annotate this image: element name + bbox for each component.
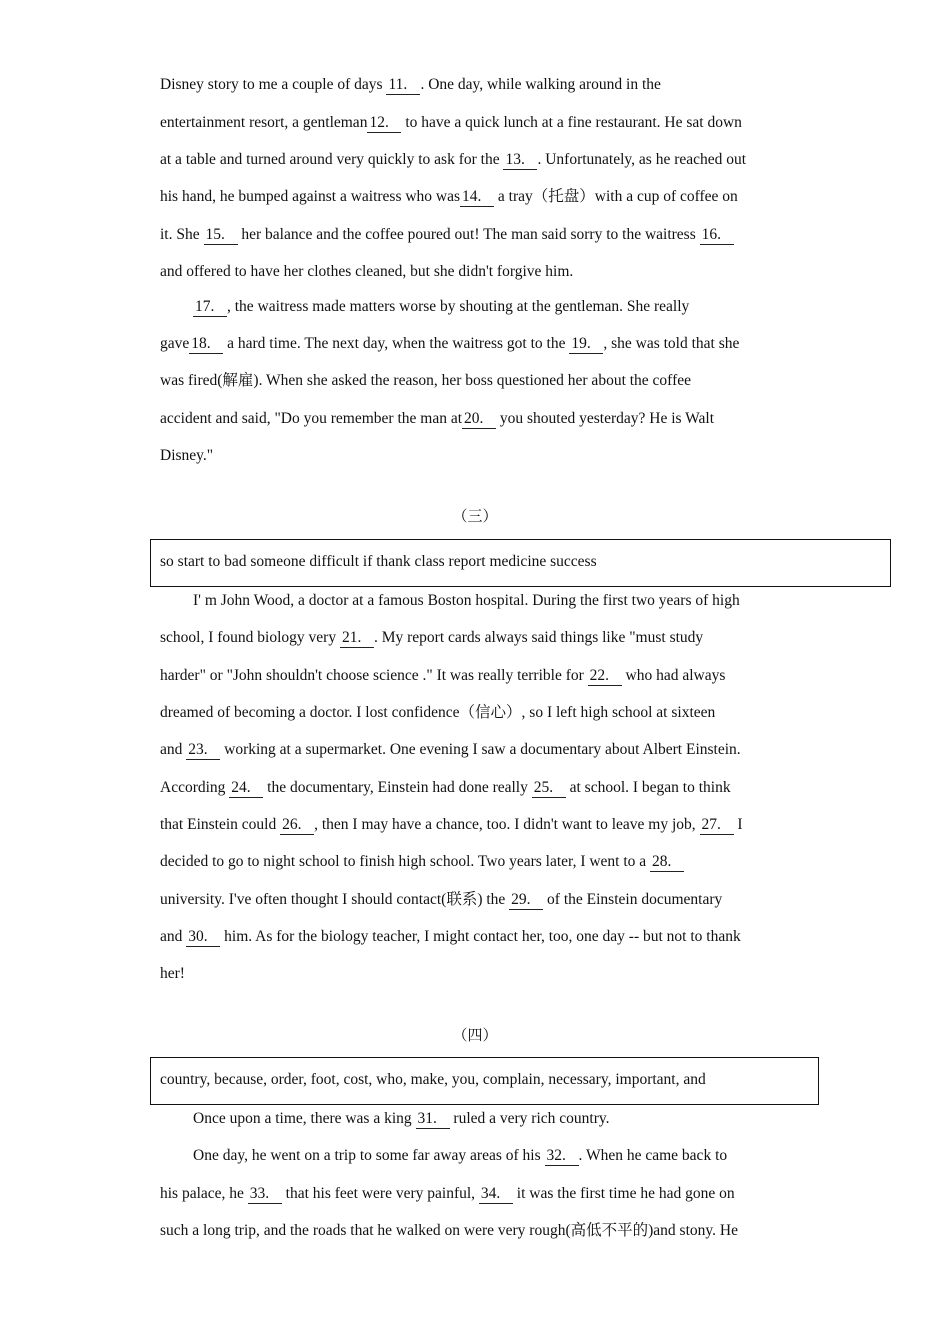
passage4-line-2: One day, he went on a trip to some far away areas of his 32. . When he came back to — [193, 1147, 728, 1164]
section-heading-4: （四） — [452, 1028, 498, 1044]
passage4-line-3: his palace, he 33. that his feet were very painful, 34. it was the first time he had gone on — [160, 1185, 735, 1202]
blank-24[interactable]: 24. — [229, 779, 263, 798]
passage2-line-4: his hand, he bumped against a waitress who was 14. a tray（托盘）with a cup of coffee on — [160, 188, 738, 205]
passage2-line-11: Disney." — [160, 447, 214, 464]
blank-15[interactable]: 15. — [204, 226, 238, 245]
blank-29[interactable]: 29. — [509, 891, 543, 910]
blank-21[interactable]: 21. — [340, 629, 374, 648]
blank-33[interactable]: 33. — [248, 1185, 282, 1204]
blank-20[interactable]: 20. — [462, 410, 496, 429]
blank-13[interactable]: 13. — [503, 151, 537, 170]
passage3-line-6: According 24. the documentary, Einstein had done really 25. at school. I began to think — [160, 779, 731, 796]
blank-12[interactable]: 12. — [367, 114, 401, 133]
passage3-line-10: and 30. him. As for the biology teacher, I might contact her, too, one day -- but not to thank — [160, 928, 741, 945]
passage3-line-5: and 23. working at a supermarket. One evening I saw a documentary about Albert Einstein. — [160, 741, 741, 758]
passage2-line-5: it. She 15. her balance and the coffee poured out! The man said sorry to the waitress 16. — [160, 225, 734, 245]
passage4-line-4: such a long trip, and the roads that he walked on were very rough(高低不平的)and stony. He — [160, 1222, 738, 1239]
blank-18[interactable]: 18. — [189, 335, 223, 354]
blank-22[interactable]: 22. — [588, 667, 622, 686]
word-bank-4-text: country, because, order, foot, cost, who, make, you, complain, necessary, important, and — [160, 1071, 706, 1088]
passage3-line-4: dreamed of becoming a doctor. I lost confidence（信心）, so I left high school at sixteen — [160, 704, 716, 721]
passage3-line-11: her! — [160, 965, 185, 982]
word-bank-3 — [150, 539, 891, 587]
section-heading-3: （三） — [452, 509, 498, 525]
blank-31[interactable]: 31. — [416, 1110, 450, 1129]
passage3-line-7: that Einstein could 26. , then I may have a chance, too. I didn't want to leave my job, 27. I — [160, 816, 743, 833]
passage2-line-10: accident and said, "Do you remember the man at 20. you shouted yesterday? He is Walt — [160, 410, 715, 427]
blank-11[interactable]: 11. — [386, 76, 420, 95]
word-bank-3-text: so start to bad someone difficult if thank class report medicine success — [160, 553, 597, 570]
passage4-line-1: Once upon a time, there was a king 31. ruled a very rich country. — [193, 1110, 610, 1127]
blank-14[interactable]: 14. — [460, 188, 494, 207]
word-bank-4 — [150, 1057, 819, 1105]
blank-19[interactable]: 19. — [569, 335, 603, 354]
passage2-line-3: at a table and turned around very quickly to ask for the 13. . Unfortunately, as he reached out — [160, 151, 747, 168]
blank-26[interactable]: 26. — [280, 816, 314, 835]
blank-23[interactable]: 23. — [186, 741, 220, 760]
blank-28[interactable]: 28. — [650, 853, 684, 872]
blank-25[interactable]: 25. — [532, 779, 566, 798]
passage3-line-3: harder" or "John shouldn't choose science ." It was really terrible for 22. who had always — [160, 667, 726, 684]
passage2-line-7: 17. , the waitress made matters worse by shouting at the gentleman. She really — [195, 298, 690, 315]
passage2-line-2: entertainment resort, a gentleman 12. to have a quick lunch at a fine restaurant. He sat down — [160, 114, 742, 131]
passage3-line-2: school, I found biology very 21. . My report cards always said things like "must study — [160, 629, 704, 646]
blank-17[interactable]: 17. — [193, 298, 227, 317]
passage2-line-1: Disney story to me a couple of days 11. . One day, while walking around in the — [160, 76, 661, 93]
passage2-line-8: gave 18. a hard time. The next day, when the waitress got to the 19. , she was told that she — [160, 335, 740, 352]
passage3-line-9: university. I've often thought I should contact(联系) the 29. of the Einstein documentary — [160, 891, 723, 908]
blank-27[interactable]: 27. — [700, 816, 734, 835]
blank-34[interactable]: 34. — [479, 1185, 513, 1204]
blank-16[interactable]: 16. — [700, 226, 734, 245]
blank-30[interactable]: 30. — [186, 928, 220, 947]
blank-32[interactable]: 32. — [545, 1147, 579, 1166]
passage3-line-8: decided to go to night school to finish high school. Two years later, I went to a 28. — [160, 852, 684, 872]
passage2-line-6: and offered to have her clothes cleaned, but she didn't forgive him. — [160, 263, 574, 280]
passage3-line-1: I' m John Wood, a doctor at a famous Boston hospital. During the first two years of high — [193, 592, 740, 609]
passage2-line-9: was fired(解雇). When she asked the reason, her boss questioned her about the coffee — [160, 372, 691, 389]
